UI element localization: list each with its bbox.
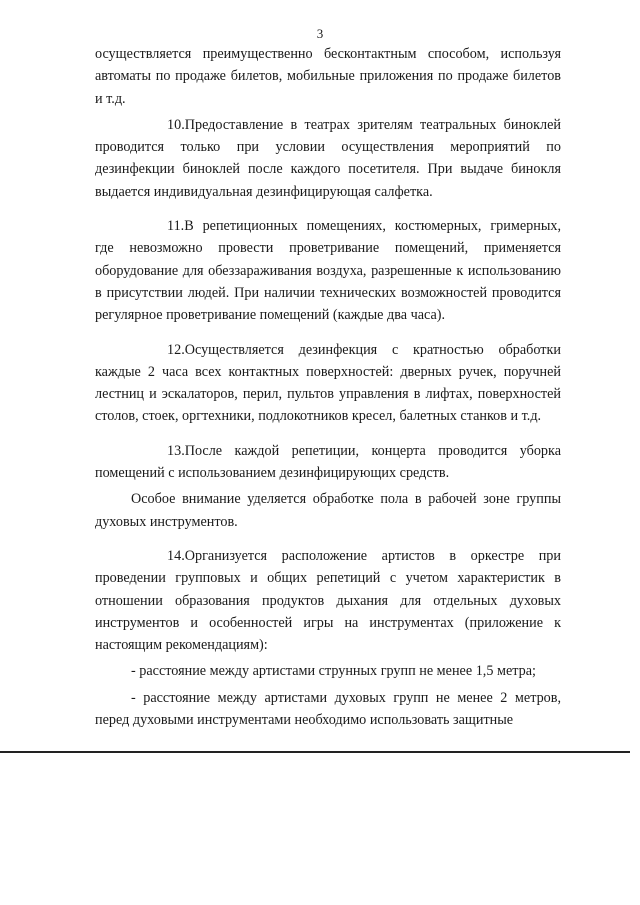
- paragraph-13-note: [95, 488, 561, 533]
- paragraph-10: [95, 114, 561, 203]
- page-number: 3: [316, 26, 324, 41]
- paragraph-number: 12.: [167, 341, 185, 358]
- page-bottom-rule: [0, 751, 630, 753]
- paragraph-number: 13.: [167, 442, 185, 459]
- paragraph-14: [95, 545, 561, 656]
- paragraph-text: В репетиционных помещениях, костюмерных, гримерных, где невозможно провести проветривание помещений, применяется оборудование для обеззараживания воздуха, разрешенные к использованию в присутствии людей. При наличии технических возможностей проводится регулярное проветривание помещений (каждые два часа).: [95, 218, 561, 324]
- paragraph-text: Осуществляется дезинфекция с кратностью обработки каждые 2 часа всех контактных поверхностей: дверных ручек, поручней лестниц и эскалаторов, перил, пультов управления в лифтах, поверхностей столов, стоек, оргтехники, подлокотников кресел, балетных станков и т.д.: [95, 341, 561, 425]
- paragraph-text: После каждой репетиции, концерта проводится уборка помещений с использованием дезинфицирующих средств.: [95, 442, 561, 482]
- paragraph-13: [95, 440, 561, 485]
- paragraph-continuation: [95, 43, 561, 110]
- paragraph-text: Предоставление в театрах зрителям театральных биноклей проводится только при условии осуществления мероприятий по дезинфекции биноклей после каждого посетителя. При выдаче бинокля выдается индивидуальная дезинфицирующая салфетка.: [95, 116, 561, 200]
- paragraph-text: осуществляется преимущественно бесконтактным способом, используя автоматы по продаже билетов, мобильные приложения по продаже билетов и т.д.: [95, 46, 561, 107]
- list-item-winds: [95, 687, 561, 732]
- paragraph-text: Особое внимание уделяется обработке пола в рабочей зоне группы духовых инструментов.: [95, 491, 561, 530]
- paragraph-text: Организуется расположение артистов в оркестре при проведении групповых и общих репетиций с учетом характеристик в отношении образования продуктов дыхания для отдельных духовых инструментов и особенностей игры на инструментах (приложение к настоящим рекомендациям):: [95, 547, 561, 654]
- paragraph-number: 10.: [167, 116, 185, 133]
- paragraph-11: [95, 215, 561, 326]
- list-item-strings: [95, 660, 561, 682]
- paragraph-number: 11.: [167, 218, 185, 235]
- paragraph-number: 14.: [167, 547, 185, 564]
- paragraph-text: - расстояние между артистами струнных групп не менее 1,5 метра;: [131, 663, 536, 680]
- document-body: [95, 43, 561, 743]
- paragraph-12: [95, 339, 561, 428]
- paragraph-text: - расстояние между артистами духовых групп не менее 2 метров, перед духовыми инструментами необходимо использовать защитные: [95, 689, 561, 729]
